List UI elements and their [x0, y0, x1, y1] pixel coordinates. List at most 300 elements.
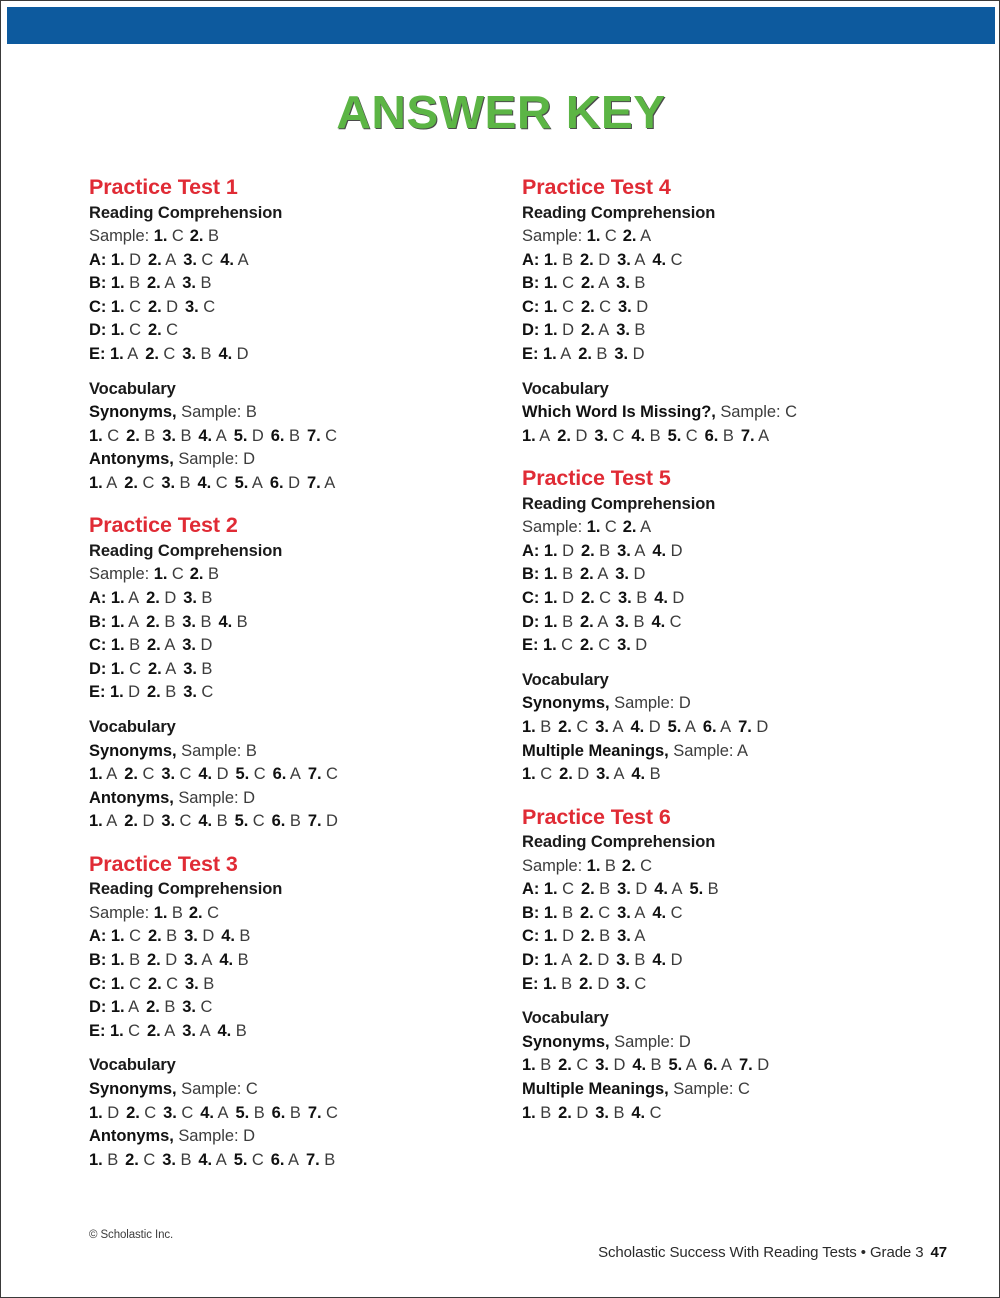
section-spacer: [89, 1043, 509, 1057]
answer-letter: D: [321, 812, 338, 831]
answer-number: 3.: [183, 659, 197, 678]
vocabulary-subsection-line: [89, 1125, 509, 1149]
answer-letter: A: [233, 250, 249, 269]
answer-number: 2.: [558, 1056, 572, 1075]
answer-number: 3.: [614, 344, 629, 363]
answer-letter: C: [124, 927, 141, 946]
answer-number: 4.: [221, 927, 235, 946]
test-spacer: [89, 1172, 509, 1192]
answer-letter: A: [102, 765, 118, 784]
answer-number: 7.: [307, 812, 322, 831]
answer-number: 2.: [580, 297, 595, 316]
answer-letter: C: [161, 321, 179, 340]
sample-line: [89, 225, 509, 249]
answer-letter: C: [629, 974, 647, 993]
answer-number: 3.: [162, 1150, 176, 1169]
answer-number: 1.: [110, 659, 125, 678]
answer-number: 6.: [704, 426, 719, 445]
answer-letter: B: [594, 927, 611, 946]
answer-number: 3.: [163, 1103, 177, 1122]
answer-number: 3.: [616, 951, 630, 970]
section-label: D:: [522, 612, 544, 631]
answer-letter: D: [283, 473, 300, 492]
answer-number: 2.: [147, 927, 162, 946]
vocabulary-answer-line: [89, 1149, 509, 1173]
answer-number: 1.: [586, 856, 601, 875]
answer-letter: B: [139, 426, 156, 445]
vocabulary-subsection-line: [522, 401, 942, 425]
answer-number: 1.: [586, 227, 601, 245]
answer-number: 1.: [543, 297, 558, 316]
answer-letter: B: [645, 765, 661, 784]
answer-letter: C: [124, 659, 141, 678]
answer-letter: D: [628, 344, 645, 363]
answer-letter: B: [629, 274, 646, 293]
answer-number: 5.: [233, 1150, 248, 1169]
answer-number: 2.: [124, 765, 138, 784]
answer-letter: C: [102, 426, 120, 445]
vocabulary-sample-label: Sample:: [178, 450, 244, 469]
section-answer-line: [522, 319, 942, 343]
vocabulary-sample-label: Sample:: [720, 403, 786, 422]
sample-label: Sample:: [522, 518, 587, 537]
answer-letter: A: [609, 765, 625, 784]
answer-number: 5.: [234, 473, 249, 492]
answer-number: 2.: [580, 636, 594, 655]
vocabulary-sample-label: Sample:: [181, 403, 246, 422]
answer-number: 1.: [110, 636, 125, 655]
section-label: C:: [522, 927, 544, 946]
test-block: [89, 177, 509, 515]
answer-number: 4.: [652, 250, 667, 269]
answer-letter: C: [167, 565, 184, 584]
answer-letter: D: [195, 636, 213, 655]
answer-letter: C: [195, 998, 213, 1017]
answer-letter: B: [557, 250, 574, 269]
vocabulary-sample-label: Sample:: [181, 1079, 246, 1098]
answer-letter: B: [124, 951, 141, 970]
answer-letter: B: [195, 612, 212, 631]
answer-number: 6.: [272, 765, 287, 784]
answer-letter: C: [571, 717, 589, 736]
answer-letter: B: [203, 227, 219, 245]
answer-number: 7.: [306, 426, 321, 445]
answer-number: 3.: [617, 927, 631, 946]
vocabulary-subsection-label: Synonyms,: [89, 1079, 182, 1098]
answer-number: 1.: [89, 1103, 103, 1122]
answer-letter: A: [212, 1150, 227, 1169]
answer-letter: C: [124, 297, 141, 316]
answer-number: 4.: [197, 473, 212, 492]
answer-number: 1.: [522, 1056, 536, 1075]
test-title: Practice Test 2: [89, 513, 238, 538]
answer-number: 5.: [689, 880, 704, 899]
vocabulary-subsection-line: [522, 1031, 942, 1055]
section-answer-line: [89, 296, 509, 320]
vocabulary-answer-line: [522, 425, 942, 449]
vocabulary-subsection-line: [89, 740, 509, 764]
test-spacer: [522, 448, 942, 468]
answer-number: 2.: [580, 541, 595, 560]
answer-letter: C: [645, 1103, 662, 1122]
answer-number: 3.: [618, 589, 632, 608]
answer-letter: D: [160, 951, 178, 970]
sample-line: [522, 225, 942, 249]
answer-letter: B: [631, 589, 648, 608]
answer-letter: A: [102, 473, 118, 492]
answer-number: 1.: [110, 250, 125, 269]
answer-letter: A: [161, 659, 177, 678]
test-title: Practice Test 6: [522, 804, 671, 829]
answer-number: 3.: [183, 589, 197, 608]
section-answer-line: [89, 587, 509, 611]
answer-number: 1.: [542, 974, 557, 993]
section-label: A:: [522, 250, 544, 269]
answer-number: 3.: [185, 297, 199, 316]
answer-letter: D: [232, 344, 249, 363]
answer-letter: B: [231, 1021, 247, 1040]
vocabulary-answer-line: [522, 1054, 942, 1078]
answer-letter: D: [557, 541, 574, 560]
copyright-notice: © Scholastic Inc.: [89, 1229, 174, 1241]
right-column: [522, 177, 942, 1145]
answer-number: 7.: [307, 765, 322, 784]
vocabulary-subsection-line: [89, 401, 509, 425]
reading-comprehension-heading: Reading Comprehension: [89, 880, 283, 899]
answer-letter: A: [557, 951, 573, 970]
answer-number: 1.: [110, 927, 125, 946]
test-block: [522, 177, 942, 468]
answer-letter: C: [158, 344, 176, 363]
answer-number: 5.: [667, 426, 682, 445]
answer-number: 1.: [153, 565, 168, 584]
answer-number: 1.: [110, 951, 125, 970]
answer-number: 1.: [109, 344, 124, 363]
answer-number: 2.: [580, 927, 595, 946]
answer-letter: D: [124, 250, 141, 269]
sample-line: [522, 855, 942, 879]
reading-comprehension-heading: Reading Comprehension: [522, 494, 716, 513]
answer-letter: A: [195, 1021, 211, 1040]
section-label: D:: [89, 998, 111, 1017]
answer-number: 1.: [543, 903, 558, 922]
answer-number: 1.: [543, 612, 558, 631]
answer-number: 3.: [616, 974, 630, 993]
answer-number: 3.: [615, 612, 629, 631]
answer-number: 1.: [110, 998, 125, 1017]
answer-number: 6.: [270, 1150, 285, 1169]
section-answer-line: [522, 634, 942, 658]
vocabulary-answer-line: [89, 763, 509, 787]
vocabulary-sample-label: Sample:: [614, 694, 679, 713]
answer-letter: B: [124, 636, 141, 655]
answer-number: 1.: [110, 321, 125, 340]
answer-number: 1.: [153, 903, 168, 922]
answer-number: 3.: [184, 951, 198, 970]
vocabulary-heading: Vocabulary: [522, 379, 609, 398]
section-label: A:: [89, 250, 111, 269]
answer-letter: A: [716, 717, 732, 736]
vocabulary-sample-label: Sample:: [614, 1032, 679, 1051]
page-title: ANSWER KEY: [336, 86, 666, 138]
section-label: E:: [89, 1021, 110, 1040]
answer-number: 2.: [147, 951, 161, 970]
answer-letter: B: [591, 344, 608, 363]
answer-number: 2.: [145, 344, 159, 363]
answer-letter: B: [102, 1150, 119, 1169]
answer-number: 3.: [182, 274, 196, 293]
test-title: Practice Test 5: [522, 466, 671, 491]
section-label: E:: [89, 344, 110, 363]
answer-letter: B: [628, 612, 645, 631]
answer-number: 7.: [306, 473, 321, 492]
answer-number: 6.: [270, 426, 285, 445]
vocabulary-sample-value: D: [243, 450, 255, 469]
section-label: A:: [522, 541, 544, 560]
section-answer-line: [89, 343, 509, 367]
answer-letter: B: [232, 612, 248, 631]
vocabulary-sample-value: B: [245, 403, 257, 422]
answer-number: 1.: [543, 589, 558, 608]
answer-number: 2.: [146, 998, 160, 1017]
answer-letter: A: [594, 321, 610, 340]
answer-letter: B: [594, 880, 611, 899]
answer-letter: C: [175, 812, 192, 831]
section-label: D:: [522, 951, 544, 970]
answer-number: 1.: [543, 321, 558, 340]
answer-number: 4.: [198, 812, 213, 831]
answer-number: 2.: [147, 974, 162, 993]
answer-letter: C: [198, 297, 216, 316]
answer-number: 3.: [161, 812, 176, 831]
answer-letter: C: [320, 426, 338, 445]
section-label: D:: [522, 321, 544, 340]
answer-number: 3.: [595, 717, 609, 736]
vocabulary-subsection-label: Antonyms,: [89, 1127, 179, 1146]
answer-letter: B: [556, 974, 573, 993]
answer-number: 2.: [189, 227, 204, 245]
answer-number: 1.: [109, 1021, 124, 1040]
answer-number: 2.: [147, 321, 162, 340]
sample-label: Sample:: [522, 856, 587, 875]
answer-letter: D: [630, 636, 648, 655]
answer-number: 2.: [126, 1103, 140, 1122]
answer-number: 4.: [198, 1150, 213, 1169]
section-answer-line: [522, 272, 942, 296]
answer-number: 5.: [235, 765, 250, 784]
answer-letter: D: [123, 683, 141, 702]
test-title: Practice Test 3: [89, 851, 238, 876]
answer-letter: B: [195, 274, 212, 293]
answer-letter: C: [137, 473, 155, 492]
answer-number: 5.: [234, 812, 249, 831]
section-answer-line: [522, 343, 942, 367]
answer-number: 3.: [182, 998, 196, 1017]
vocabulary-subsection-label: Antonyms,: [89, 788, 179, 807]
answer-number: 2.: [147, 659, 162, 678]
vocabulary-sample-value: C: [737, 1079, 750, 1098]
answer-number: 7.: [306, 1150, 320, 1169]
sample-line: [522, 516, 942, 540]
answer-letter: A: [320, 473, 336, 492]
answer-letter: A: [636, 227, 652, 245]
answer-number: 1.: [543, 274, 558, 293]
answer-letter: D: [666, 951, 683, 970]
vocabulary-sample-value: C: [245, 1079, 258, 1098]
answer-number: 5.: [235, 1103, 250, 1122]
answer-letter: B: [284, 426, 300, 445]
section-label: B:: [89, 951, 111, 970]
reading-comprehension-heading: Reading Comprehension: [89, 541, 283, 560]
answer-number: 2.: [580, 880, 595, 899]
answer-letter: D: [197, 927, 215, 946]
answer-letter: C: [681, 426, 698, 445]
answer-letter: C: [608, 426, 625, 445]
section-label: B:: [89, 612, 111, 631]
section-label: C:: [89, 297, 111, 316]
answer-number: 6.: [703, 1056, 718, 1075]
answer-letter: D: [752, 1056, 770, 1075]
section-label: E:: [522, 974, 543, 993]
answer-letter: B: [703, 880, 719, 899]
answer-letter: C: [666, 903, 683, 922]
answer-number: 2.: [147, 636, 161, 655]
vocabulary-subsection-label: Synonyms,: [89, 403, 182, 422]
vocabulary-answer-line: [89, 810, 509, 834]
test-block: [522, 468, 942, 806]
answer-number: 4.: [654, 880, 668, 899]
answer-letter: A: [161, 250, 177, 269]
section-answer-line: [89, 681, 509, 705]
answer-letter: A: [717, 1056, 733, 1075]
answer-letter: B: [159, 612, 176, 631]
answer-letter: B: [175, 426, 192, 445]
answer-letter: A: [102, 812, 118, 831]
answer-letter: C: [557, 274, 574, 293]
section-answer-line: [522, 878, 942, 902]
answer-number: 4.: [219, 951, 234, 970]
answer-number: 1.: [542, 344, 557, 363]
answer-number: 7.: [738, 717, 752, 736]
answer-letter: B: [249, 1103, 265, 1122]
section-label: D:: [89, 659, 111, 678]
answer-number: 3.: [183, 250, 197, 269]
answer-letter: B: [196, 589, 213, 608]
answer-letter: B: [234, 927, 251, 946]
answer-number: 4.: [631, 1103, 646, 1122]
answer-letter: B: [535, 717, 552, 736]
section-label: B:: [522, 903, 544, 922]
answer-letter: D: [571, 1103, 589, 1122]
answer-letter: A: [630, 927, 646, 946]
vocabulary-sample-label: Sample:: [673, 1079, 738, 1098]
answer-number: 2.: [580, 903, 594, 922]
answer-number: 6.: [271, 1103, 286, 1122]
answer-number: 7.: [740, 426, 755, 445]
sample-line: [89, 902, 509, 926]
section-label: C:: [522, 297, 544, 316]
answer-number: 5.: [233, 426, 248, 445]
test-block: [89, 851, 509, 1192]
sample-label: Sample:: [522, 227, 587, 245]
section-answer-line: [89, 634, 509, 658]
test-spacer: [522, 787, 942, 807]
answer-letter: B: [646, 1056, 662, 1075]
answer-number: 3.: [161, 473, 176, 492]
answer-number: 3.: [617, 903, 631, 922]
answer-letter: D: [161, 297, 179, 316]
answer-number: 2.: [188, 903, 203, 922]
answer-number: 4.: [218, 612, 233, 631]
answer-letter: A: [608, 717, 624, 736]
answer-letter: C: [593, 903, 611, 922]
answer-number: 2.: [580, 321, 595, 340]
answer-letter: C: [557, 880, 574, 899]
answer-letter: D: [667, 589, 685, 608]
answer-number: 1.: [543, 565, 558, 584]
answer-letter: C: [176, 1103, 194, 1122]
reading-comprehension-heading: Reading Comprehension: [522, 833, 716, 852]
test-spacer: [89, 834, 509, 854]
section-answer-line: [522, 611, 942, 635]
answer-number: 1.: [522, 717, 536, 736]
footer-title-text: Scholastic Success With Reading Tests • Grade 3: [598, 1244, 924, 1261]
section-answer-line: [522, 563, 942, 587]
answer-letter: B: [629, 321, 646, 340]
answer-letter: B: [645, 426, 661, 445]
answer-letter: B: [535, 1056, 552, 1075]
answer-number: 1.: [110, 589, 125, 608]
answer-number: 3.: [617, 250, 631, 269]
answer-number: 1.: [542, 636, 557, 655]
answer-letter: B: [557, 565, 574, 584]
answer-number: 4.: [630, 717, 645, 736]
left-column: [89, 177, 509, 1192]
answer-letter: C: [248, 812, 265, 831]
vocabulary-sample-value: D: [243, 1127, 255, 1146]
answer-number: 7.: [307, 1103, 322, 1122]
answer-letter: A: [667, 880, 683, 899]
section-answer-line: [522, 587, 942, 611]
answer-letter: A: [160, 636, 176, 655]
vocabulary-subsection-line: [89, 787, 509, 811]
answer-letter: C: [535, 765, 553, 784]
test-spacer: [522, 1125, 942, 1145]
answer-number: 4.: [198, 765, 213, 784]
answer-letter: D: [159, 589, 177, 608]
section-label: C:: [89, 974, 111, 993]
answer-letter: D: [751, 717, 769, 736]
answer-number: 3.: [182, 612, 196, 631]
answer-letter: C: [196, 250, 214, 269]
answer-number: 2.: [147, 274, 161, 293]
answer-letter: D: [593, 250, 611, 269]
answer-letter: D: [557, 589, 574, 608]
vocabulary-subsection-line: [522, 692, 942, 716]
answer-letter: D: [630, 880, 648, 899]
answer-letter: D: [557, 927, 574, 946]
answer-letter: B: [319, 1150, 336, 1169]
section-label: A:: [89, 589, 111, 608]
answer-number: 2.: [147, 1021, 161, 1040]
answer-letter: C: [139, 1103, 157, 1122]
section-label: B:: [89, 274, 111, 293]
answer-letter: A: [213, 1103, 229, 1122]
answer-letter: A: [630, 250, 646, 269]
answer-letter: A: [556, 344, 572, 363]
answer-number: 1.: [522, 426, 536, 445]
vocabulary-answer-line: [522, 763, 942, 787]
